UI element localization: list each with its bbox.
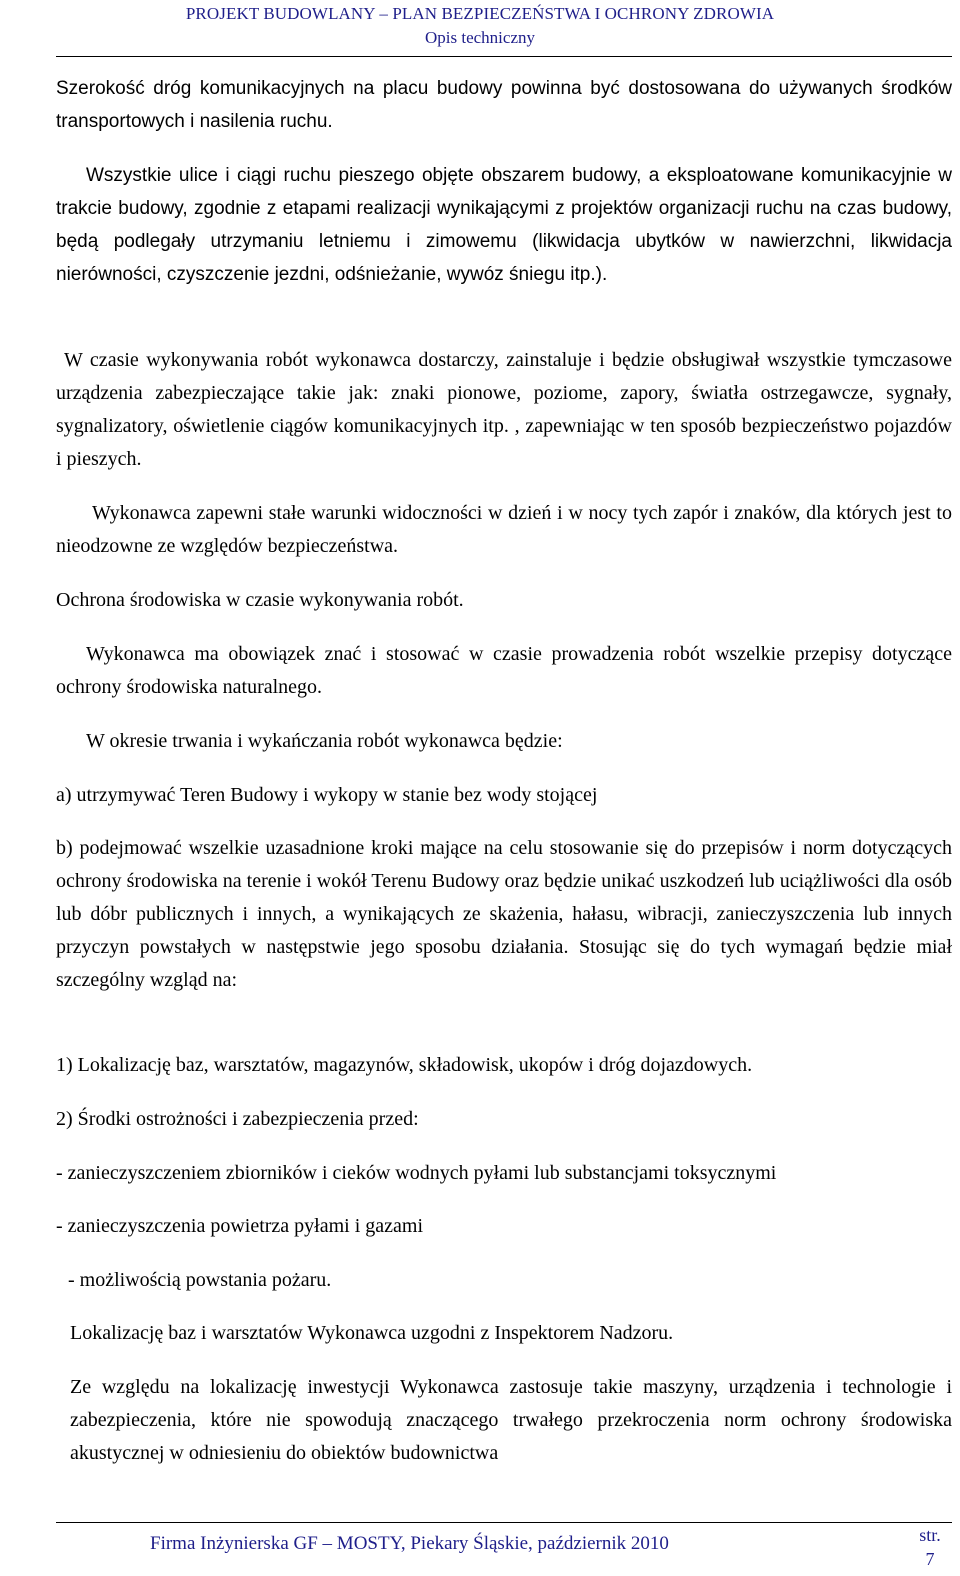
page-label: str. xyxy=(919,1525,941,1545)
list-item-b: b) podejmować wszelkie uzasadnione kroki mające na celu stosowanie się do przepisów i norm dotyczących ochrony środowiska na terenie i wokół Terenu Budowy oraz będzie unikać uszkodzeń lub uciążliwości dla osób lub dóbr publicznych i innych, a wynikających ze skażenia, hałasu, wibracji, zanieczyszczenia lub innych przyczyn powstałych w następstwie jego sposobu działania. Stosując się do tych wymagań będzie miał szczególny wzgląd na: xyxy=(56,837,952,991)
list-item-dash-fire: - możliwością powstania pożaru. xyxy=(68,1269,332,1291)
header-divider xyxy=(56,56,952,57)
header-subtitle: Opis techniczny xyxy=(425,28,535,47)
footer-text: Firma Inżynierska GF – MOSTY, Piekary Śląskie, październik 2010 xyxy=(150,1533,669,1554)
paragraph-noise-standards: Ze względu na lokalizację inwestycji Wykonawca zastosuje takie maszyny, urządzenia i technologie i zabezpieczenia, które nie spowodują znaczącego trwałego przekroczenia norm ochrony środowiska akustycznej w odniesieniu do obiektów budownictwa xyxy=(70,1376,952,1464)
paragraph-environment-duty: Wykonawca ma obowiązek znać i stosować w czasie prowadzenia robót wszelkie przepisy dotyczące ochrony środowiska naturalnego. xyxy=(56,643,952,698)
paragraph-base-location: Lokalizację baz i warsztatów Wykonawca uzgodni z Inspektorem Nadzoru. xyxy=(70,1322,674,1344)
section-heading-environment: Ochrona środowiska w czasie wykonywania robót. xyxy=(56,589,464,611)
paragraph-street-maintenance: Wszystkie ulice i ciągi ruchu pieszego objęte obszarem budowy, a eksploatowane komunikacyjnie w trakcie budowy, zgodnie z etapami realizacji wynikającymi z projektów organizacji ruchu na czas budowy, będą podlegały utrzymaniu letniemu i zimowemu (likwidacja ubytków w nawierzchni, likwidacja nierówności, czyszczenie jezdni, odśnieżanie, wywóz śniegu itp.). xyxy=(56,165,952,285)
list-item-dash-air: - zanieczyszczenia powietrza pyłami i gazami xyxy=(56,1215,424,1237)
list-item-dash-water: - zanieczyszczeniem zbiorników i cieków wodnych pyłami lub substancjami toksycznymi xyxy=(56,1162,777,1184)
list-item-2: 2) Środki ostrożności i zabezpieczenia przed: xyxy=(56,1108,419,1130)
paragraph-safety-devices: W czasie wykonywania robót wykonawca dostarczy, zainstaluje i będzie obsługiwał wszystkie tymczasowe urządzenia zabezpieczające takie jak: znaki pionowe, poziome, zapory, światła ostrzegawcze, sygnały, sygnalizatory, oświetlenie ciągów komunikacyjnych itp. , zapewniając w ten sposób bezpieczeństwo pojazdów i pieszych. xyxy=(56,349,952,470)
header-title: PROJEKT BUDOWLANY – PLAN BEZPIECZEŃSTWA I OCHRONY ZDROWIA xyxy=(185,4,775,23)
list-item-1: 1) Lokalizację baz, warsztatów, magazynów, składowisk, ukopów i dróg dojazdowych. xyxy=(56,1054,753,1076)
paragraph-road-width: Szerokość dróg komunikacyjnych na placu budowy powinna być dostosowana do używanych środków transportowych i nasilenia ruchu. xyxy=(56,78,952,132)
paragraph-contractor-obligations: W okresie trwania i wykańczania robót wykonawca będzie: xyxy=(86,730,563,752)
list-item-a: a) utrzymywać Teren Budowy i wykopy w stanie bez wody stojącej xyxy=(56,784,598,806)
page-number xyxy=(910,1523,950,1571)
footer-divider xyxy=(56,1522,952,1523)
paragraph-visibility: Wykonawca zapewni stałe warunki widoczności w dzień i w nocy tych zapór i znaków, dla których jest to nieodzowne ze względów bezpieczeństwa. xyxy=(56,502,952,557)
page-number-value: 7 xyxy=(925,1549,935,1569)
